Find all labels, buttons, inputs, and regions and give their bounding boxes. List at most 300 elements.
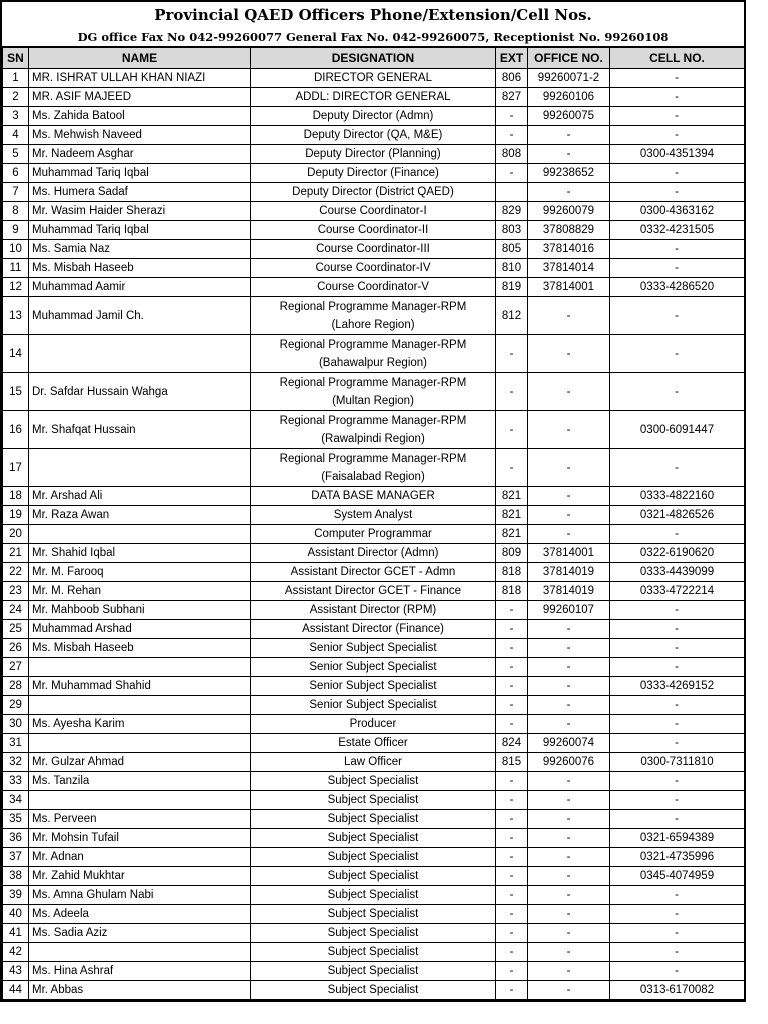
table-row [3, 240, 745, 259]
row-ext: - [496, 677, 528, 696]
row-name: Muhammad Arshad [29, 620, 251, 639]
row-designation: Deputy Director (Finance) [251, 164, 496, 183]
row-cell-no: - [610, 734, 745, 753]
row-sn: 33 [3, 772, 29, 791]
row-name [29, 658, 251, 677]
row-designation: Assistant Director (Finance) [251, 620, 496, 639]
header-ext: EXT [496, 48, 528, 69]
row-cell-no: - [610, 164, 745, 183]
row-cell-no: 0333-4439099 [610, 563, 745, 582]
row-name: Ms. Zahida Batool [29, 107, 251, 126]
row-sn: 42 [3, 943, 29, 962]
header-designation: DESIGNATION [251, 48, 496, 69]
row-cell-no: - [610, 886, 745, 905]
row-sn: 19 [3, 506, 29, 525]
row-ext: - [496, 126, 528, 145]
row-sn: 3 [3, 107, 29, 126]
row-cell-no: 0313-6170082 [610, 981, 745, 1000]
row-office-no: - [528, 297, 610, 335]
row-name: Mr. Nadeem Asghar [29, 145, 251, 164]
table-row [3, 506, 745, 525]
row-designation: Deputy Director (Admn) [251, 107, 496, 126]
row-sn: 14 [3, 335, 29, 373]
row-sn: 27 [3, 658, 29, 677]
table-header-row [3, 48, 745, 69]
row-cell-no: - [610, 905, 745, 924]
table-row [3, 810, 745, 829]
row-ext: 821 [496, 506, 528, 525]
row-ext: 812 [496, 297, 528, 335]
row-cell-no: - [610, 449, 745, 487]
row-designation [251, 297, 496, 335]
row-sn: 2 [3, 88, 29, 107]
row-office-no: - [528, 639, 610, 658]
row-designation: Subject Specialist [251, 924, 496, 943]
page-subtitle: DG office Fax No 042-99260077 General Fax No. 042-99260075, Receptionist No. 99260108 [2, 28, 744, 47]
row-ext: - [496, 373, 528, 411]
row-office-no: 37814019 [528, 582, 610, 601]
row-name: Ms. Misbah Haseeb [29, 639, 251, 658]
row-name: Mr. Mahboob Subhani [29, 601, 251, 620]
row-office-no: - [528, 411, 610, 449]
row-cell-no: 0321-4735996 [610, 848, 745, 867]
table-row [3, 620, 745, 639]
table-row [3, 677, 745, 696]
row-ext: - [496, 962, 528, 981]
row-sn: 43 [3, 962, 29, 981]
row-sn: 13 [3, 297, 29, 335]
row-office-no: - [528, 715, 610, 734]
table-row [3, 544, 745, 563]
table-row [3, 411, 745, 449]
page-title: Provincial QAED Officers Phone/Extension/Cell Nos. [154, 6, 592, 24]
row-office-no: - [528, 145, 610, 164]
row-sn: 36 [3, 829, 29, 848]
row-sn: 38 [3, 867, 29, 886]
table-row [3, 905, 745, 924]
row-designation: DIRECTOR GENERAL [251, 69, 496, 88]
table-row [3, 848, 745, 867]
row-ext: - [496, 411, 528, 449]
row-designation: DATA BASE MANAGER [251, 487, 496, 506]
row-office-no: - [528, 848, 610, 867]
row-sn: 41 [3, 924, 29, 943]
row-sn: 35 [3, 810, 29, 829]
row-office-no: - [528, 943, 610, 962]
row-ext: 821 [496, 525, 528, 544]
table-row [3, 259, 745, 278]
row-designation: Course Coordinator-II [251, 221, 496, 240]
table-row [3, 449, 745, 487]
table-row [3, 924, 745, 943]
row-cell-no: - [610, 373, 745, 411]
row-ext: 815 [496, 753, 528, 772]
header-name: NAME [29, 48, 251, 69]
row-office-no: - [528, 905, 610, 924]
row-designation: Deputy Director (District QAED) [251, 183, 496, 202]
row-designation-line2: (Multan Region) [332, 394, 414, 407]
row-ext: - [496, 449, 528, 487]
row-cell-no: 0333-4269152 [610, 677, 745, 696]
row-name: Ms. Mehwish Naveed [29, 126, 251, 145]
row-sn: 21 [3, 544, 29, 563]
row-cell-no: - [610, 658, 745, 677]
row-name [29, 696, 251, 715]
table-row [3, 753, 745, 772]
row-cell-no: - [610, 183, 745, 202]
row-ext: - [496, 696, 528, 715]
row-ext: 803 [496, 221, 528, 240]
row-sn: 15 [3, 373, 29, 411]
row-designation: Subject Specialist [251, 943, 496, 962]
row-office-no: 99260071-2 [528, 69, 610, 88]
row-designation: Subject Specialist [251, 848, 496, 867]
row-office-no: 37814016 [528, 240, 610, 259]
row-sn: 11 [3, 259, 29, 278]
row-sn: 44 [3, 981, 29, 1000]
row-designation [251, 411, 496, 449]
row-office-no: 99260106 [528, 88, 610, 107]
table-row [3, 202, 745, 221]
row-sn: 40 [3, 905, 29, 924]
row-cell-no: - [610, 297, 745, 335]
row-sn: 8 [3, 202, 29, 221]
table-row [3, 734, 745, 753]
table-row [3, 772, 745, 791]
row-designation-line2: (Lahore Region) [331, 318, 415, 331]
table-row [3, 278, 745, 297]
row-name [29, 943, 251, 962]
row-ext: 810 [496, 259, 528, 278]
row-office-no: - [528, 183, 610, 202]
row-sn: 5 [3, 145, 29, 164]
row-sn: 29 [3, 696, 29, 715]
row-ext: - [496, 601, 528, 620]
row-name: Mr. Wasim Haider Sherazi [29, 202, 251, 221]
table-row [3, 183, 745, 202]
row-cell-no: - [610, 962, 745, 981]
row-cell-no: - [610, 259, 745, 278]
row-designation: Course Coordinator-V [251, 278, 496, 297]
row-cell-no: - [610, 107, 745, 126]
row-office-no: - [528, 962, 610, 981]
row-sn: 39 [3, 886, 29, 905]
row-designation: Subject Specialist [251, 867, 496, 886]
header-cell-no: CELL NO. [610, 48, 745, 69]
row-office-no: - [528, 791, 610, 810]
row-designation-line1: Regional Programme Manager-RPM [279, 300, 467, 313]
officers-table [2, 47, 745, 1000]
table-row [3, 335, 745, 373]
row-name [29, 449, 251, 487]
row-name: Ms. Sadia Aziz [29, 924, 251, 943]
row-office-no: - [528, 449, 610, 487]
row-ext: 824 [496, 734, 528, 753]
table-row [3, 658, 745, 677]
row-designation: Senior Subject Specialist [251, 677, 496, 696]
row-name: Ms. Tanzila [29, 772, 251, 791]
row-name: MR. ASIF MAJEED [29, 88, 251, 107]
row-designation: Estate Officer [251, 734, 496, 753]
header-sn: SN [3, 48, 29, 69]
row-cell-no: 0321-6594389 [610, 829, 745, 848]
row-name: Ms. Humera Sadaf [29, 183, 251, 202]
table-row [3, 145, 745, 164]
table-row [3, 943, 745, 962]
row-office-no: - [528, 810, 610, 829]
row-cell-no: 0332-4231505 [610, 221, 745, 240]
row-designation: Subject Specialist [251, 962, 496, 981]
row-sn: 28 [3, 677, 29, 696]
row-cell-no: - [610, 525, 745, 544]
row-cell-no: - [610, 88, 745, 107]
row-name: Ms. Hina Ashraf [29, 962, 251, 981]
row-office-no: 37814001 [528, 544, 610, 563]
row-name: Ms. Ayesha Karim [29, 715, 251, 734]
row-designation: Course Coordinator-III [251, 240, 496, 259]
row-office-no: 99260075 [528, 107, 610, 126]
row-sn: 20 [3, 525, 29, 544]
row-sn: 22 [3, 563, 29, 582]
row-office-no: - [528, 620, 610, 639]
row-cell-no: - [610, 924, 745, 943]
table-row [3, 829, 745, 848]
row-ext: - [496, 107, 528, 126]
table-row [3, 696, 745, 715]
table-row [3, 164, 745, 183]
row-office-no: - [528, 487, 610, 506]
row-designation: System Analyst [251, 506, 496, 525]
row-sn: 16 [3, 411, 29, 449]
row-ext: 818 [496, 582, 528, 601]
row-sn: 12 [3, 278, 29, 297]
row-sn: 1 [3, 69, 29, 88]
row-designation: Deputy Director (QA, M&E) [251, 126, 496, 145]
row-ext: - [496, 164, 528, 183]
row-ext: - [496, 829, 528, 848]
row-ext: 809 [496, 544, 528, 563]
row-name: Ms. Samia Naz [29, 240, 251, 259]
row-name: Mr. Adnan [29, 848, 251, 867]
row-sn: 25 [3, 620, 29, 639]
row-name: Mr. Shahid Iqbal [29, 544, 251, 563]
row-cell-no: - [610, 791, 745, 810]
row-cell-no: 0345-4074959 [610, 867, 745, 886]
row-designation: Assistant Director GCET - Admn [251, 563, 496, 582]
row-designation: Course Coordinator-I [251, 202, 496, 221]
row-ext: - [496, 810, 528, 829]
row-designation: Law Officer [251, 753, 496, 772]
row-designation: Subject Specialist [251, 981, 496, 1000]
row-sn: 34 [3, 791, 29, 810]
row-ext: - [496, 620, 528, 639]
row-office-no: 99260107 [528, 601, 610, 620]
row-designation: Producer [251, 715, 496, 734]
row-office-no: - [528, 867, 610, 886]
row-name: Mr. M. Rehan [29, 582, 251, 601]
row-designation: Subject Specialist [251, 829, 496, 848]
row-designation: Subject Specialist [251, 791, 496, 810]
table-row [3, 791, 745, 810]
row-designation: Senior Subject Specialist [251, 639, 496, 658]
row-ext: - [496, 791, 528, 810]
row-ext: - [496, 639, 528, 658]
row-designation: Deputy Director (Planning) [251, 145, 496, 164]
row-office-no: - [528, 525, 610, 544]
row-ext: 829 [496, 202, 528, 221]
row-designation-line2: (Rawalpindi Region) [321, 432, 425, 445]
row-name: Muhammad Tariq Iqbal [29, 164, 251, 183]
table-row [3, 563, 745, 582]
row-designation: Subject Specialist [251, 905, 496, 924]
row-office-no: 99260076 [528, 753, 610, 772]
row-designation-line1: Regional Programme Manager-RPM [279, 376, 467, 389]
row-name: Mr. Shafqat Hussain [29, 411, 251, 449]
table-row [3, 582, 745, 601]
row-office-no: 99260074 [528, 734, 610, 753]
row-cell-no: - [610, 639, 745, 658]
row-ext: - [496, 981, 528, 1000]
row-name: Muhammad Jamil Ch. [29, 297, 251, 335]
row-cell-no: 0300-7311810 [610, 753, 745, 772]
row-designation: Subject Specialist [251, 810, 496, 829]
row-designation: Assistant Director GCET - Finance [251, 582, 496, 601]
table-row [3, 126, 745, 145]
row-cell-no: - [610, 69, 745, 88]
row-name [29, 525, 251, 544]
row-sn: 7 [3, 183, 29, 202]
row-cell-no: - [610, 943, 745, 962]
row-name: Mr. Abbas [29, 981, 251, 1000]
table-row [3, 487, 745, 506]
row-designation-line1: Regional Programme Manager-RPM [279, 338, 467, 351]
row-ext: 805 [496, 240, 528, 259]
row-ext: 819 [496, 278, 528, 297]
row-sn: 23 [3, 582, 29, 601]
row-cell-no: - [610, 620, 745, 639]
row-office-no: - [528, 981, 610, 1000]
table-row [3, 373, 745, 411]
row-name: Muhammad Tariq Iqbal [29, 221, 251, 240]
row-name: Mr. M. Farooq [29, 563, 251, 582]
row-name: Mr. Zahid Mukhtar [29, 867, 251, 886]
row-office-no: 37814001 [528, 278, 610, 297]
row-designation-line1: Regional Programme Manager-RPM [279, 452, 467, 465]
row-office-no: - [528, 696, 610, 715]
row-sn: 10 [3, 240, 29, 259]
row-office-no: 37814019 [528, 563, 610, 582]
table-row [3, 297, 745, 335]
row-cell-no: 0300-4351394 [610, 145, 745, 164]
row-ext: - [496, 335, 528, 373]
row-cell-no: 0300-4363162 [610, 202, 745, 221]
row-ext [496, 183, 528, 202]
row-name [29, 335, 251, 373]
row-cell-no: - [610, 696, 745, 715]
row-ext: 827 [496, 88, 528, 107]
row-designation [251, 449, 496, 487]
row-designation: Assistant Director (Admn) [251, 544, 496, 563]
table-row [3, 88, 745, 107]
table-row [3, 69, 745, 88]
table-row [3, 601, 745, 620]
row-name: Mr. Mohsin Tufail [29, 829, 251, 848]
row-office-no: - [528, 506, 610, 525]
row-office-no: - [528, 924, 610, 943]
row-office-no: - [528, 126, 610, 145]
row-office-no: - [528, 658, 610, 677]
row-office-no: - [528, 373, 610, 411]
row-sn: 18 [3, 487, 29, 506]
row-name: Mr. Gulzar Ahmad [29, 753, 251, 772]
row-cell-no: 0300-6091447 [610, 411, 745, 449]
row-cell-no: - [610, 126, 745, 145]
row-cell-no: - [610, 335, 745, 373]
row-designation: Assistant Director (RPM) [251, 601, 496, 620]
table-row [3, 886, 745, 905]
row-designation-line1: Regional Programme Manager-RPM [279, 414, 467, 427]
row-office-no: - [528, 772, 610, 791]
row-name: Mr. Muhammad Shahid [29, 677, 251, 696]
row-office-no: 99238652 [528, 164, 610, 183]
row-ext: - [496, 943, 528, 962]
table-row [3, 715, 745, 734]
row-ext: - [496, 848, 528, 867]
row-designation: Senior Subject Specialist [251, 696, 496, 715]
row-ext: - [496, 886, 528, 905]
row-name [29, 734, 251, 753]
row-ext: - [496, 867, 528, 886]
row-cell-no: - [610, 715, 745, 734]
row-name: Ms. Perveen [29, 810, 251, 829]
row-ext: - [496, 772, 528, 791]
row-office-no: - [528, 335, 610, 373]
table-row [3, 962, 745, 981]
row-sn: 30 [3, 715, 29, 734]
row-name: Ms. Misbah Haseeb [29, 259, 251, 278]
row-sn: 37 [3, 848, 29, 867]
row-cell-no: - [610, 772, 745, 791]
row-cell-no: 0333-4822160 [610, 487, 745, 506]
row-designation [251, 335, 496, 373]
row-name: Muhammad Aamir [29, 278, 251, 297]
row-office-no: - [528, 677, 610, 696]
header-office-no: OFFICE NO. [528, 48, 610, 69]
row-name: Ms. Adeela [29, 905, 251, 924]
row-ext: 821 [496, 487, 528, 506]
row-cell-no: - [610, 240, 745, 259]
table-row [3, 107, 745, 126]
row-sn: 24 [3, 601, 29, 620]
row-sn: 17 [3, 449, 29, 487]
row-designation: Subject Specialist [251, 772, 496, 791]
table-row [3, 221, 745, 240]
row-ext: 806 [496, 69, 528, 88]
table-row [3, 981, 745, 1000]
row-name: Mr. Raza Awan [29, 506, 251, 525]
row-sn: 6 [3, 164, 29, 183]
row-designation: ADDL: DIRECTOR GENERAL [251, 88, 496, 107]
row-name: Mr. Arshad Ali [29, 487, 251, 506]
row-office-no: 99260079 [528, 202, 610, 221]
row-designation-line2: (Bahawalpur Region) [318, 356, 428, 369]
row-office-no: 37814014 [528, 259, 610, 278]
row-cell-no: 0333-4722214 [610, 582, 745, 601]
row-designation: Subject Specialist [251, 886, 496, 905]
row-ext: 818 [496, 563, 528, 582]
row-designation-line2: (Faisalabad Region) [321, 470, 425, 483]
row-cell-no: 0333-4286520 [610, 278, 745, 297]
